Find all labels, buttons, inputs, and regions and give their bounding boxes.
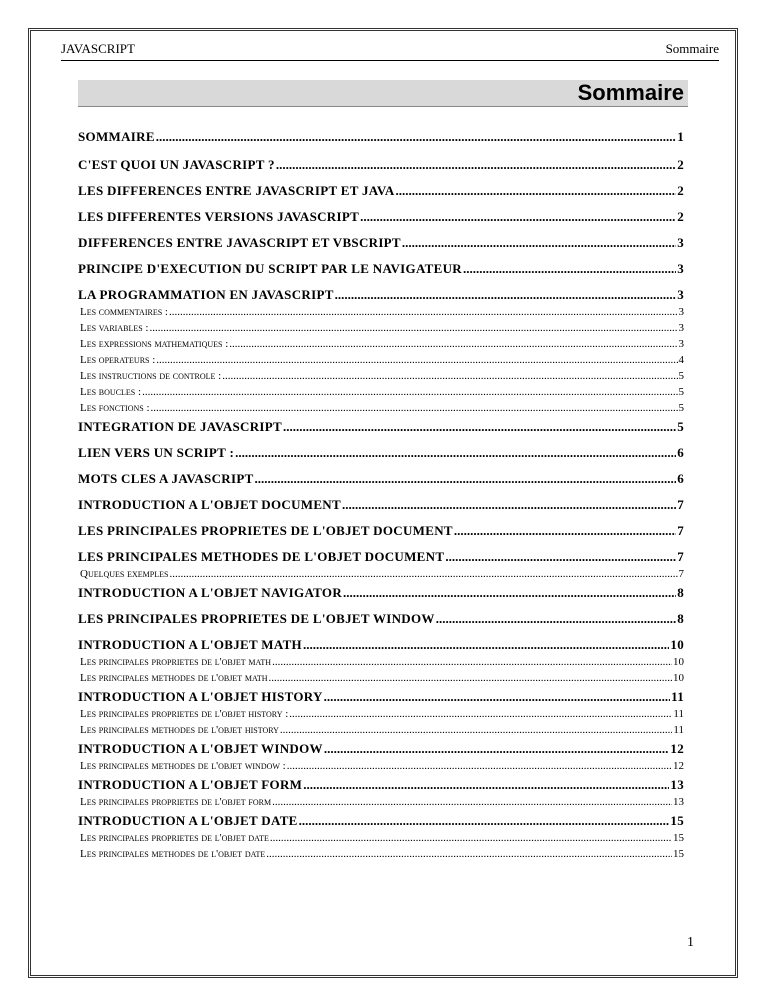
toc-entry-page: 5 xyxy=(678,370,684,382)
toc-entry-page: 2 xyxy=(677,209,684,224)
toc-leader-dots xyxy=(270,830,672,846)
toc-entry-label: LES PRINCIPALES PROPRIETES DE L'OBJET WINDOW xyxy=(78,611,435,626)
toc-entry-page: 15 xyxy=(673,848,684,860)
toc-leader-dots xyxy=(280,722,672,738)
toc-entry-label: Les variables : xyxy=(80,322,149,334)
toc-entry[interactable] xyxy=(78,740,684,757)
toc-entry-label: INTRODUCTION A L'OBJET HISTORY xyxy=(78,689,323,704)
toc-leader-dots xyxy=(169,304,678,320)
toc-leader-dots xyxy=(324,740,670,757)
toc-entry-label: Les principales proprietes de l'objet date xyxy=(80,832,269,844)
toc-subentry[interactable] xyxy=(78,722,684,738)
toc-leader-dots xyxy=(343,584,676,601)
toc-leader-dots xyxy=(283,418,676,435)
header-title: JAVASCRIPT xyxy=(61,41,135,56)
toc-subentry[interactable] xyxy=(78,654,684,670)
toc-subentry[interactable] xyxy=(78,320,684,336)
toc-entry-label: INTEGRATION DE JAVASCRIPT xyxy=(78,419,282,434)
toc-entry-page: 8 xyxy=(677,585,684,600)
toc-subentry[interactable] xyxy=(78,368,684,384)
toc-entry[interactable] xyxy=(78,610,684,627)
toc-entry-page: 12 xyxy=(670,741,684,756)
toc-entry[interactable] xyxy=(78,584,684,601)
toc-leader-dots xyxy=(142,384,677,400)
toc-leader-dots xyxy=(149,320,677,336)
toc-entry-page: 13 xyxy=(670,777,684,792)
toc-entry-label: INTRODUCTION A L'OBJET MATH xyxy=(78,637,302,652)
toc-subentry[interactable] xyxy=(78,336,684,352)
toc-entry-label: Les commentaires : xyxy=(80,306,168,318)
toc-leader-dots xyxy=(342,496,676,513)
toc-subentry[interactable] xyxy=(78,304,684,320)
toc-entry-label: Les expressions mathematiques : xyxy=(80,338,229,350)
toc-leader-dots xyxy=(360,208,676,225)
toc-entry-label: Les operateurs : xyxy=(80,354,156,366)
toc-leader-dots xyxy=(151,400,678,416)
toc-entry-page: 7 xyxy=(677,523,684,538)
toc-entry[interactable] xyxy=(78,444,684,461)
toc-entry[interactable] xyxy=(78,812,684,829)
toc-leader-dots xyxy=(235,444,676,461)
toc-entry-label: PRINCIPE D'EXECUTION DU SCRIPT PAR LE NAVIGATEUR xyxy=(78,261,462,276)
toc-entry[interactable] xyxy=(78,260,684,277)
toc-entry-label: Les principales methodes de l'objet window : xyxy=(80,760,286,772)
toc-entry-page: 3 xyxy=(677,235,684,250)
toc-entry[interactable] xyxy=(78,776,684,793)
toc-subentry[interactable] xyxy=(78,352,684,368)
toc-entry-page: 2 xyxy=(677,183,684,198)
toc-leader-dots xyxy=(454,522,676,539)
title-bar xyxy=(78,80,688,107)
toc-entry-page: 13 xyxy=(673,796,684,808)
toc-entry-page: 8 xyxy=(677,611,684,626)
toc-entry-page: 15 xyxy=(673,832,684,844)
toc-entry-label: DIFFERENCES ENTRE JAVASCRIPT ET VBSCRIPT xyxy=(78,235,401,250)
toc-entry-page: 7 xyxy=(677,497,684,512)
toc-entry[interactable] xyxy=(78,286,684,303)
toc-entry[interactable] xyxy=(78,548,684,565)
toc-entry-label: INTRODUCTION A L'OBJET DOCUMENT xyxy=(78,497,341,512)
toc-subentry[interactable] xyxy=(78,830,684,846)
toc-leader-dots xyxy=(255,470,677,487)
toc-entry[interactable] xyxy=(78,636,684,653)
toc-leader-dots xyxy=(276,156,676,173)
toc-leader-dots xyxy=(229,336,677,352)
toc-entry[interactable] xyxy=(78,234,684,251)
toc-entry-page: 3 xyxy=(677,287,684,302)
toc-entry-label: Les principales proprietes de l'objet history : xyxy=(80,708,289,720)
toc-entry-page: 4 xyxy=(678,354,684,366)
toc-leader-dots xyxy=(463,260,676,277)
toc-subentry[interactable] xyxy=(78,670,684,686)
toc-entry-page: 10 xyxy=(673,672,684,684)
toc-leader-dots xyxy=(396,182,677,199)
toc-entry-label: LES PRINCIPALES METHODES DE L'OBJET DOCUMENT xyxy=(78,549,445,564)
toc-entry-page: 5 xyxy=(678,402,684,414)
toc-leader-dots xyxy=(402,234,676,251)
toc-entry[interactable] xyxy=(78,496,684,513)
toc-entry[interactable] xyxy=(78,128,684,145)
toc-entry-page: 11 xyxy=(671,689,684,704)
toc-entry-label: LES DIFFERENTES VERSIONS JAVASCRIPT xyxy=(78,209,360,224)
toc-entry-page: 3 xyxy=(677,261,684,276)
toc-entry-page: 3 xyxy=(678,322,684,334)
toc-entry-label: Les instructions de controle : xyxy=(80,370,222,382)
toc-entry[interactable] xyxy=(78,418,684,435)
toc-leader-dots xyxy=(436,610,676,627)
toc-entry-page: 3 xyxy=(678,338,684,350)
toc-entry-label: MOTS CLES A JAVASCRIPT xyxy=(78,471,254,486)
toc-entry-page: 10 xyxy=(670,637,684,652)
toc-subentry[interactable] xyxy=(78,846,684,862)
toc-entry-label: Les principales proprietes de l'objet math xyxy=(80,656,272,668)
toc-entry-label: LES PRINCIPALES PROPRIETES DE L'OBJET DOCUMENT xyxy=(78,523,453,538)
toc-leader-dots xyxy=(324,688,670,705)
toc-leader-dots xyxy=(222,368,677,384)
toc-entry-label: LIEN VERS UN SCRIPT : xyxy=(78,445,235,460)
toc-leader-dots xyxy=(272,654,672,670)
toc-entry-label: Les principales proprietes de l'objet form xyxy=(80,796,272,808)
toc-entry[interactable] xyxy=(78,208,684,225)
toc-entry-label: Les principales methodes de l'objet date xyxy=(80,848,266,860)
toc-entry[interactable] xyxy=(78,470,684,487)
toc-leader-dots xyxy=(169,566,677,582)
toc-entry-page: 5 xyxy=(677,419,684,434)
toc-entry-page: 7 xyxy=(678,568,684,580)
toc-entry-page: 15 xyxy=(670,813,684,828)
toc-entry-label: INTRODUCTION A L'OBJET DATE xyxy=(78,813,298,828)
toc-leader-dots xyxy=(303,636,669,653)
toc-entry-label: INTRODUCTION A L'OBJET FORM xyxy=(78,777,303,792)
toc-leader-dots xyxy=(287,758,672,774)
toc-entry-label: LES DIFFERENCES ENTRE JAVASCRIPT ET JAVA xyxy=(78,183,395,198)
toc-leader-dots xyxy=(269,670,672,686)
toc-entry-page: 11 xyxy=(673,724,684,736)
toc-entry-label: C'EST QUOI UN JAVASCRIPT ? xyxy=(78,157,275,172)
toc-subentry[interactable] xyxy=(78,794,684,810)
toc-entry-label: Quelques exemples xyxy=(80,568,169,580)
toc-entry-label: Les principales methodes de l'objet math xyxy=(80,672,268,684)
toc-leader-dots xyxy=(272,794,672,810)
toc-entry-page: 7 xyxy=(677,549,684,564)
toc-entry-label: LA PROGRAMMATION EN JAVASCRIPT xyxy=(78,287,334,302)
toc-leader-dots xyxy=(156,352,677,368)
toc-entry-page: 2 xyxy=(677,157,684,172)
toc-entry-page: 3 xyxy=(678,306,684,318)
toc-subentry[interactable] xyxy=(78,706,684,722)
toc-entry-label: INTRODUCTION A L'OBJET NAVIGATOR xyxy=(78,585,343,600)
toc-leader-dots xyxy=(299,812,670,829)
toc-subentry[interactable] xyxy=(78,758,684,774)
page-number: 1 xyxy=(687,935,694,950)
toc-entry[interactable] xyxy=(78,182,684,199)
toc-entry-label: Les fonctions : xyxy=(80,402,150,414)
toc-entry-label: SOMMAIRE xyxy=(78,129,155,144)
toc-subentry[interactable] xyxy=(78,400,684,416)
toc-entry-label: Les boucles : xyxy=(80,386,142,398)
toc-leader-dots xyxy=(303,776,669,793)
page-header xyxy=(61,38,719,61)
toc-entry-page: 5 xyxy=(678,386,684,398)
toc-entry-page: 1 xyxy=(677,129,684,144)
toc-entry[interactable] xyxy=(78,522,684,539)
toc-leader-dots xyxy=(445,548,676,565)
toc-entry-page: 10 xyxy=(673,656,684,668)
toc-entry-page: 11 xyxy=(673,708,684,720)
toc-entry-label: Les principales methodes de l'objet history xyxy=(80,724,279,736)
toc-entry-page: 12 xyxy=(673,760,684,772)
toc-entry-page: 6 xyxy=(677,445,684,460)
toc-entry-label: INTRODUCTION A L'OBJET WINDOW xyxy=(78,741,323,756)
toc-subentry[interactable] xyxy=(78,384,684,400)
toc-leader-dots xyxy=(156,128,676,145)
toc-entry[interactable] xyxy=(78,156,684,173)
toc-entry[interactable] xyxy=(78,688,684,705)
toc-subentry[interactable] xyxy=(78,566,684,582)
toc-leader-dots xyxy=(266,846,672,862)
toc-leader-dots xyxy=(289,706,672,722)
toc-entry-page: 6 xyxy=(677,471,684,486)
header-section: Sommaire xyxy=(665,41,719,56)
page-title: Sommaire xyxy=(577,80,684,105)
toc-leader-dots xyxy=(335,286,677,303)
